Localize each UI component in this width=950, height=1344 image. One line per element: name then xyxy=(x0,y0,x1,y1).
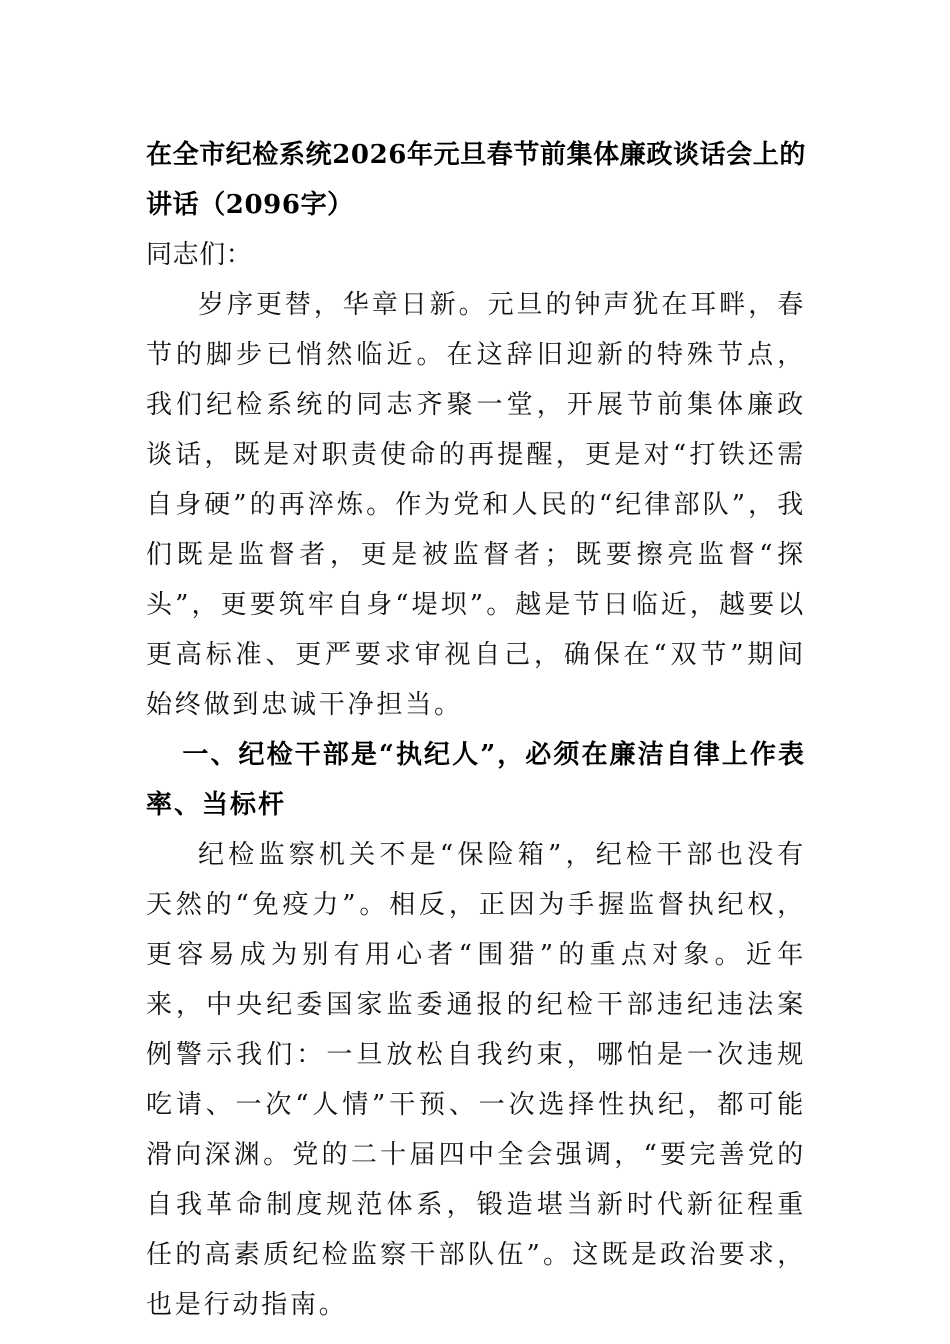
section-heading: 一、纪检干部是“执纪人”，必须在廉洁自律上作表率、当标杆 xyxy=(146,740,806,820)
document-body xyxy=(146,130,806,1330)
section-paragraph: 纪检监察机关不是“保险箱”，纪检干部也没有天然的“免疫力”。相反，正因为手握监督执纪权，更容易成为别有用心者“围猎”的重点对象。近年来，中央纪委国家监委通报的纪检干部违纪违法案例警示我们：一旦放松自我约束，哪怕是一次违规吃请、一次“人情”干预、一次选择性执纪，都可能滑向深渊。党的二十届四中全会强调，“要完善党的自我革命制度规范体系，锻造堪当新时代新征程重任的高素质纪检监察干部队伍”。这既是政治要求，也是行动指南。 xyxy=(146,840,806,1320)
intro-paragraph: 岁序更替，华章日新。元旦的钟声犹在耳畔，春节的脚步已悄然临近。在这辞旧迎新的特殊节点，我们纪检系统的同志齐聚一堂，开展节前集体廉政谈话，既是对职责使命的再提醒，更是对“打铁还需自身硬”的再淬炼。作为党和人民的“纪律部队”，我们既是监督者，更是被监督者；既要擦亮监督“探头”，更要筑牢自身“堤坝”。越是节日临近，越要以更高标准、更严要求审视自己，确保在“双节”期间始终做到忠诚干净担当。 xyxy=(146,290,806,720)
document-title: 在全市纪检系统2026年元旦春节前集体廉政谈话会上的讲话（2096字） xyxy=(146,140,806,220)
salutation: 同志们： xyxy=(146,240,253,270)
